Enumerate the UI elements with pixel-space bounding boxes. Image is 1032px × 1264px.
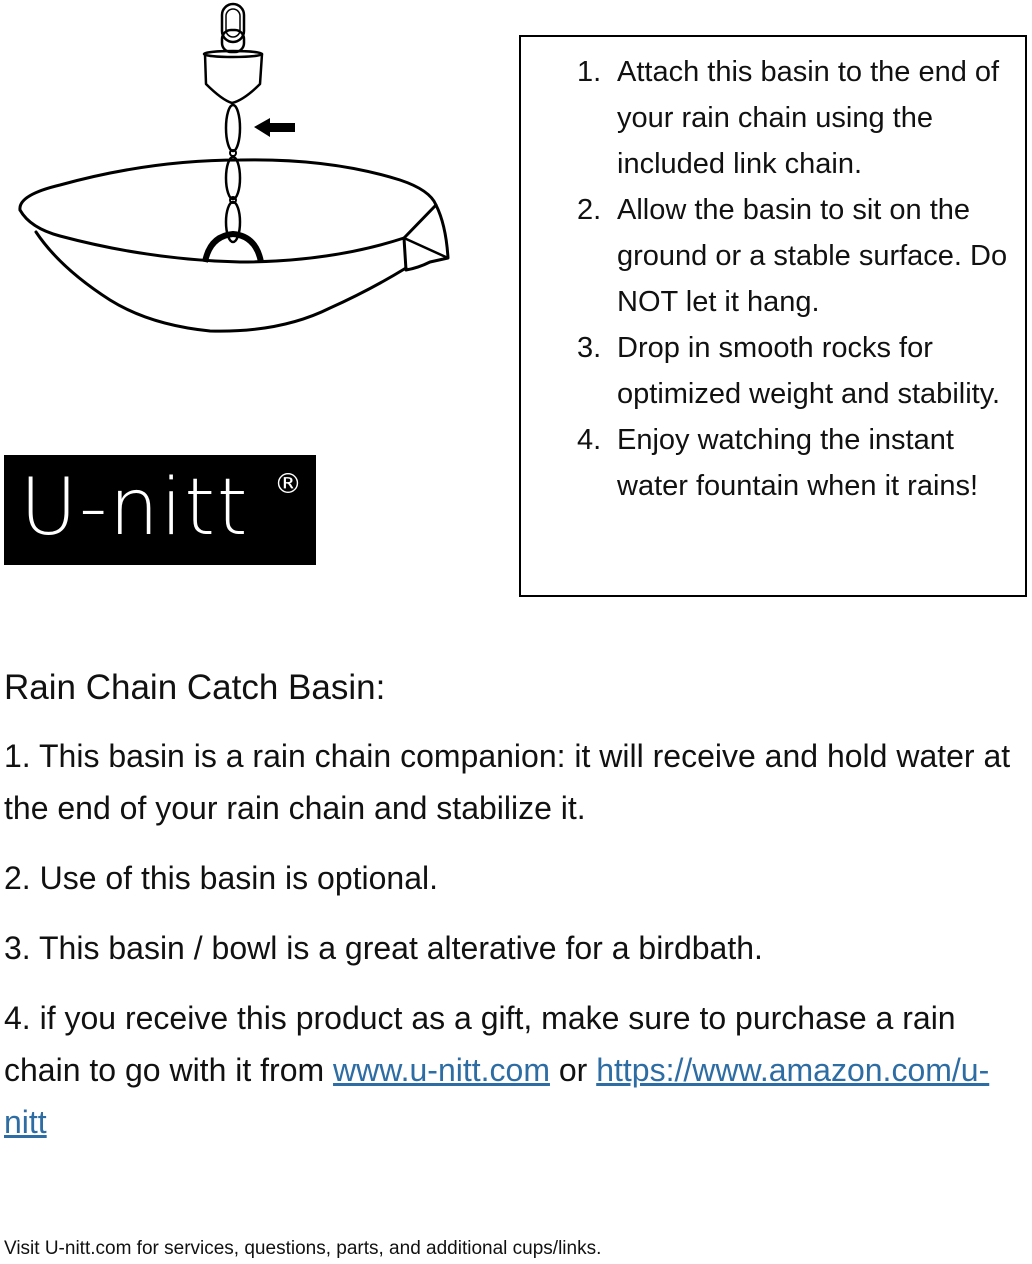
funnel-cup-icon — [205, 54, 262, 103]
step-number: 4. — [577, 424, 602, 456]
step-number: 1. — [577, 56, 602, 88]
paragraph-4-or: or — [549, 1052, 597, 1088]
basin-illustration — [0, 0, 460, 350]
brand-logo — [4, 455, 316, 565]
amazon-store-link[interactable]: https://www.amazon.com/u-nitt — [4, 1052, 990, 1140]
product-description — [4, 664, 1014, 1166]
logo-text: U-nitt — [20, 463, 250, 553]
registered-mark: ® — [274, 467, 302, 500]
step-text: Attach this basin to the end of your rain chain using the included link chain. — [617, 56, 1000, 180]
step-text: Drop in smooth rocks for optimized weight and stability. — [617, 332, 1001, 410]
u-nitt-website-link[interactable]: www.u-nitt.com — [333, 1052, 550, 1088]
paragraph-2: 2. Use of this basin is optional. — [4, 860, 439, 896]
step-item — [577, 49, 1017, 187]
paragraph-3: 3. This basin / bowl is a great alterative for a birdbath. — [4, 930, 763, 966]
step-number: 2. — [577, 194, 602, 226]
step-item — [577, 417, 1017, 509]
step-text: Enjoy watching the instant water fountain when it rains! — [617, 424, 979, 502]
paragraph-4 — [4, 992, 1014, 1148]
step-item — [577, 325, 1017, 417]
instructions-box — [519, 35, 1027, 597]
step-text: Allow the basin to sit on the ground or a stable surface. Do NOT let it hang. — [617, 194, 1008, 318]
step-number: 3. — [577, 332, 602, 364]
arrow-left-icon — [254, 118, 295, 137]
rain-chain-basin-icon — [0, 0, 460, 350]
step-item — [577, 187, 1017, 325]
section-heading: Rain Chain Catch Basin: — [4, 668, 386, 707]
footer-note: Visit U-nitt.com for services, questions, parts, and additional cups/links. — [4, 1238, 602, 1259]
instruction-steps — [577, 49, 1017, 509]
paragraph-1: 1. This basin is a rain chain companion: it will receive and hold water at the end of your rain chain and stabilize it. — [4, 738, 1011, 826]
paragraph-4-text: 4. if you receive this product as a gift, make sure to purchase a rain chain to go with it from — [4, 1000, 956, 1088]
